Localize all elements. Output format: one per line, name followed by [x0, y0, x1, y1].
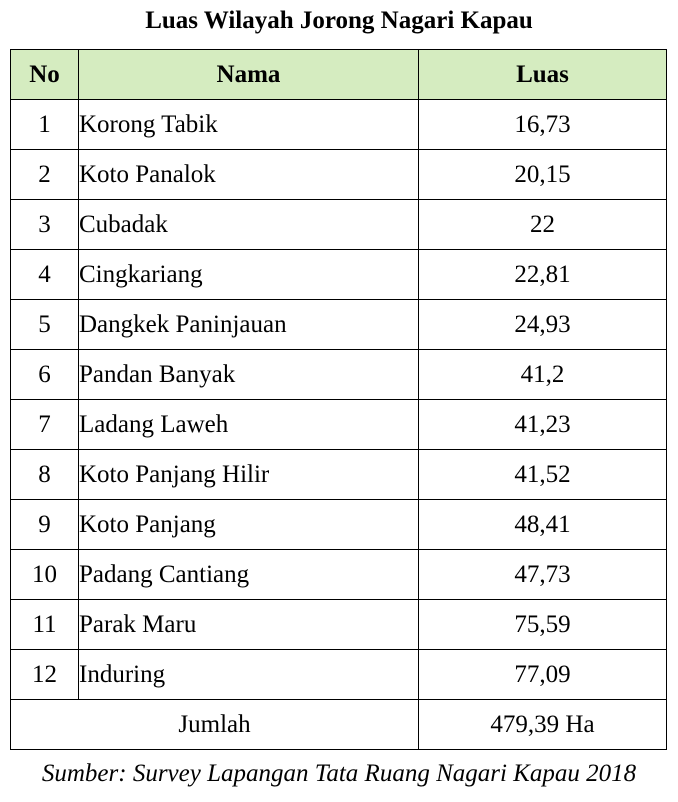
row-number: 9 [11, 500, 79, 550]
row-number: 6 [11, 350, 79, 400]
header-luas: Luas [419, 50, 667, 100]
table-row [11, 300, 667, 350]
jorong-name: Padang Cantiang [79, 550, 419, 600]
row-number: 8 [11, 450, 79, 500]
row-number: 3 [11, 200, 79, 250]
area-value: 47,73 [419, 550, 667, 600]
row-number: 5 [11, 300, 79, 350]
table-row [11, 600, 667, 650]
table-row [11, 450, 667, 500]
table-row [11, 350, 667, 400]
area-table [10, 49, 667, 750]
jorong-name: Korong Tabik [79, 100, 419, 150]
jorong-name: Cubadak [79, 200, 419, 250]
table-row [11, 150, 667, 200]
area-value: 77,09 [419, 650, 667, 700]
area-value: 24,93 [419, 300, 667, 350]
row-number: 11 [11, 600, 79, 650]
row-number: 7 [11, 400, 79, 450]
row-number: 1 [11, 100, 79, 150]
jorong-name: Koto Panjang Hilir [79, 450, 419, 500]
table-row [11, 400, 667, 450]
row-number: 10 [11, 550, 79, 600]
header-nama: Nama [79, 50, 419, 100]
area-value: 41,2 [419, 350, 667, 400]
jorong-name: Parak Maru [79, 600, 419, 650]
table-title: Luas Wilayah Jorong Nagari Kapau [145, 7, 533, 34]
area-value: 22 [419, 200, 667, 250]
jorong-name: Koto Panjang [79, 500, 419, 550]
table-row [11, 100, 667, 150]
table-row [11, 550, 667, 600]
total-row [11, 700, 667, 750]
area-value: 41,52 [419, 450, 667, 500]
row-number: 4 [11, 250, 79, 300]
table-row [11, 200, 667, 250]
table-row [11, 250, 667, 300]
jorong-name: Induring [79, 650, 419, 700]
jorong-name: Cingkariang [79, 250, 419, 300]
area-value: 20,15 [419, 150, 667, 200]
row-number: 2 [11, 150, 79, 200]
jorong-name: Dangkek Paninjauan [79, 300, 419, 350]
area-value: 41,23 [419, 400, 667, 450]
area-value: 48,41 [419, 500, 667, 550]
table-row [11, 500, 667, 550]
area-value: 75,59 [419, 600, 667, 650]
row-number: 12 [11, 650, 79, 700]
jorong-name: Ladang Laweh [79, 400, 419, 450]
source-note: Sumber: Survey Lapangan Tata Ruang Nagari Kapau 2018 [41, 760, 637, 787]
jorong-name: Pandan Banyak [79, 350, 419, 400]
header-no: No [11, 50, 79, 100]
total-label: Jumlah [11, 700, 419, 750]
area-value: 16,73 [419, 100, 667, 150]
header-row [11, 50, 667, 100]
area-value: 22,81 [419, 250, 667, 300]
jorong-name: Koto Panalok [79, 150, 419, 200]
total-value: 479,39 Ha [419, 700, 667, 750]
table-row [11, 650, 667, 700]
